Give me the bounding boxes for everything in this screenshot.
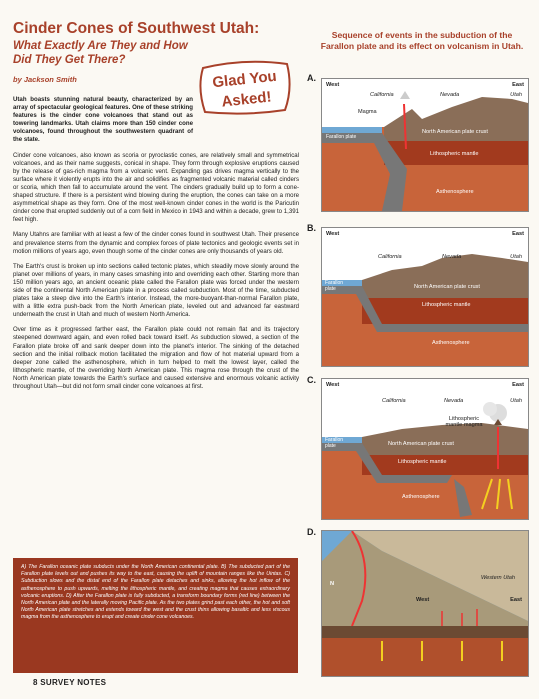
article-paragraph: The Earth's crust is broken up into sections called tectonic plates, which steadily move slowly around the planet over millions of years, in many cases smashing into and overriding each other. Starting more than 150 million years ago, an ancient oceanic plate called the Farallon plate was forced under the western side of the continental North American plate in a process called subduction. Most of the time, subducted plates take a steep dive into the Earth's interior. Instead, the more-buoyant-than-normal Farallon plate, with a little extra push-back from the North American plate, leveled out and advanced far eastward underneath the crust in Utah and much of western North America. bbox=[13, 262, 299, 319]
article-paragraph: Many Utahns are familiar with at least a few of the cinder cones found in southwest Utah. Their presence and prevalence stems from the dynamic and complex forces of plate tectonics and geologic events set in motion millions of years ago, even though some of the cinder cones are only thousands of years old. bbox=[13, 231, 299, 255]
panel-a bbox=[321, 78, 529, 212]
article-paragraph: Over time as it progressed farther east, the Farallon plate could not remain flat and its trajectory steepened downward again, and even rolled back toward itself. As subduction slowed, a section of the Farallon plate broke off and sank deeper down into the planet's interior. The sinking of the detached section and the initial rollback motion facilitated the migration and flow of hot material upward from a deeper zone called the asthenosphere, which in turn helped to melt the lowest layer, called the lithospheric mantle, of the overriding North American plate. This magma rose through the crust of the North American plate towards the Earth's surface and caused extensive and enormous volcanic activity throughout Utah—but did not form small cinder cone volcanoes at first. bbox=[13, 326, 299, 390]
panel-d-western-utah: Western Utah bbox=[480, 575, 516, 581]
panel-letter: C. bbox=[307, 375, 316, 385]
panel-a-nevada: Nevada bbox=[440, 92, 460, 98]
badge-line2: Asked! bbox=[220, 88, 273, 111]
panel-c-litho-magma: Lithospheric mantle magma bbox=[445, 416, 483, 428]
panel-a-na-crust: North American plate crust bbox=[422, 129, 488, 135]
article-title: Cinder Cones of Southwest Utah: bbox=[13, 20, 260, 37]
panel-a-magma: Magma bbox=[358, 109, 377, 115]
panel-c-utah: Utah bbox=[510, 398, 522, 404]
panel-d-east: East bbox=[510, 597, 522, 603]
panel-b-california: California bbox=[378, 254, 402, 260]
badge-line1: Glad You bbox=[211, 67, 278, 92]
article-paragraph: Cinder cone volcanoes, also known as scoria or pyroclastic cones, are relatively small and symmetrical volcanoes, and as their name suggests, conical in shape. They form through explosive eruptions caused by the release of gas-rich magma from a volcanic vent. Expanding gas drives magma vertically to the surface where it violently erupts into the air and solidifies as fragmented volcanic material called cinders or scoria, which then fall to accumulate around the vent. The cinders gradually build up to form a cone-shaped structure. If there is a persistent wind blowing during the eruption, the cones can take on a more asymmetrical shape as they form. One of the most well-known cinder cones in the world is the Paricutin cinder cone that erupted suddenly out of a corn field in Mexico in 1943 and within a decade, grew to 1,391 feet high. bbox=[13, 151, 299, 224]
panel-a-diagram bbox=[322, 79, 528, 211]
panel-a-east: East bbox=[512, 82, 524, 88]
panel-d bbox=[321, 530, 529, 677]
panel-b-astheno: Asthenosphere bbox=[432, 340, 470, 346]
panel-a-west: West bbox=[326, 82, 340, 88]
panel-a-astheno: Asthenosphere bbox=[436, 189, 474, 195]
article-byline: by Jackson Smith bbox=[13, 75, 77, 84]
panel-b-litho: Lithospheric mantle bbox=[422, 302, 471, 308]
panel-a-utah: Utah bbox=[510, 92, 522, 98]
panel-c-litho: Lithospheric mantle bbox=[398, 459, 447, 465]
panel-letter: B. bbox=[307, 223, 316, 233]
panel-d-north: N bbox=[330, 581, 335, 587]
panel-b-nevada: Nevada bbox=[442, 254, 462, 260]
panel-d-diagram bbox=[322, 531, 528, 676]
panel-a-farallon: Farallon plate bbox=[326, 134, 357, 140]
panel-letter: D. bbox=[307, 527, 316, 537]
panel-b-na-crust: North American plate crust bbox=[414, 284, 480, 290]
panel-c bbox=[321, 378, 529, 520]
panel-b-east: East bbox=[512, 231, 524, 237]
panel-c-california: California bbox=[382, 398, 406, 404]
panel-a-litho: Lithospheric mantle bbox=[430, 151, 479, 157]
panel-b-diagram bbox=[322, 228, 528, 366]
panel-c-nevada: Nevada bbox=[444, 398, 464, 404]
panel-c-farallon: Farallon plate bbox=[325, 437, 344, 449]
panel-b bbox=[321, 227, 529, 367]
panel-a-california: California bbox=[370, 92, 394, 98]
figure-caption: A) The Farallon oceanic plate subducts under the North American continental plate. B) The subducted part of the Farallon plate levels out and pushes its way to the east, causing the uplift of mountain ranges like the Uintas. C) Subduction slows and the distal end of the Farallon plate detaches and sinks, allowing the hot inflow of the asthenosphere to push upwards, melting the lithospheric mantle, and creating magma that causes extraordinary volcanic eruptions. D) After the Farallon plate is fully subducted, a transform boundary forms (red line) between the North American plate and the laterally moving Pacific plate. As the two plates grind past each other, the hot and soft North American plate stretches and extends toward the west and the crust thins allowing basaltic and less viscous magma from the asthenosphere to erupt and create cinder cone volcanoes. bbox=[13, 558, 298, 673]
panel-c-astheno: Asthenosphere bbox=[402, 494, 440, 500]
figure-title: Sequence of events in the subduction of the Farallon plate and its effect on volcanism in Utah. bbox=[320, 30, 524, 51]
article-paragraph: Utah boasts stunning natural beauty, characterized by an array of spectacular geological features. One of these striking features is the cinder cone volcanoes that stand out as towering landmarks. Utah claims more than 150 cinder cone volcanoes, found throughout the southwestern quadrant of the state. bbox=[13, 96, 193, 144]
glad-you-asked-badge bbox=[197, 58, 293, 116]
panel-c-na-crust: North American plate crust bbox=[388, 441, 454, 447]
panel-letter: A. bbox=[307, 73, 316, 83]
article-subtitle: What Exactly Are They and How Did They Get There? bbox=[13, 40, 188, 66]
panel-b-west: West bbox=[326, 231, 340, 237]
page-footer: 8 SURVEY NOTES bbox=[33, 678, 107, 687]
panel-c-east: East bbox=[512, 382, 524, 388]
panel-b-farallon: Farallon plate bbox=[325, 280, 344, 292]
panel-c-west: West bbox=[326, 382, 340, 388]
panel-d-west: West bbox=[416, 597, 430, 603]
panel-b-utah: Utah bbox=[510, 254, 522, 260]
